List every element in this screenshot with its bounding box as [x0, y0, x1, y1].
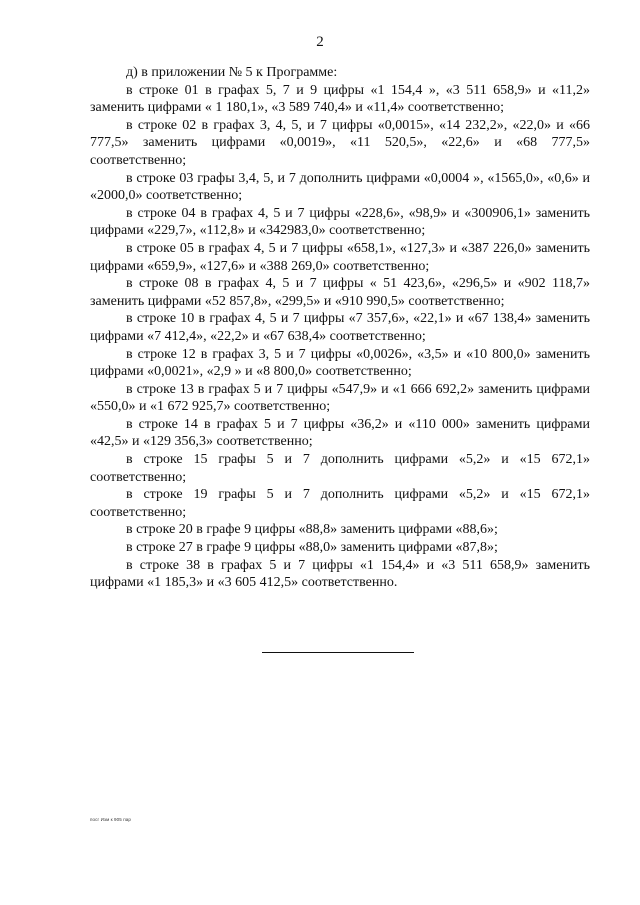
- section-heading: д) в приложении № 5 к Программе:: [126, 65, 338, 80]
- amendment-row-12: в строке 12 в графах 3, 5 и 7 цифры «0,0026», «3,5» и «10 800,0» заменить цифрами «0,0021», «2,9 » и «8 800,0» соответственно;: [90, 346, 590, 380]
- amendment-row-03: в строке 03 графы 3,4, 5, и 7 дополнить цифрами «0,0004 », «1565,0», «0,6» и «2000,0» соответственно;: [90, 170, 590, 204]
- footer-note: посг Изм к 905 пар: [90, 817, 131, 822]
- amendment-row-14: в строке 14 в графах 5 и 7 цифры «36,2» и «110 000» заменить цифрами «42,5» и «129 356,3» соответственно;: [90, 416, 590, 450]
- amendment-row-04: в строке 04 в графах 4, 5 и 7 цифры «228,6», «98,9» и «300906,1» заменить цифрами «229,7», «112,8» и «342983,0» соответственно;: [90, 205, 590, 239]
- amendment-row-01: в строке 01 в графах 5, 7 и 9 цифры «1 154,4 », «3 511 658,9» и «11,2» заменить цифрами « 1 180,1», «3 589 740,4» и «11,4» соответственно;: [90, 82, 590, 116]
- amendment-row-27: в строке 27 в графе 9 цифры «88,0» заменить цифрами «87,8»;: [126, 540, 498, 556]
- amendment-row-13: в строке 13 в графах 5 и 7 цифры «547,9» и «1 666 692,2» заменить цифрами «550,0» и «1 672 925,7» соответственно;: [90, 381, 590, 415]
- amendment-row-08: в строке 08 в графах 4, 5 и 7 цифры « 51 423,6», «296,5» и «902 118,7» заменить цифрами «52 857,8», «299,5» и «910 990,5» соответственно;: [90, 276, 590, 309]
- amendment-row-05: в строке 05 в графах 4, 5 и 7 цифры «658,1», «127,3» и «387 226,0» заменить цифрами «659,9», «127,6» и «388 269,0» соответственно;: [90, 240, 590, 274]
- amendment-row-02: в строке 02 в графах 3, 4, 5, и 7 цифры «0,0015», «14 232,2», «22,0» и «66 777,5» заменить цифрами «0,0019», «11 520,5», «22,6» и «68 777,5» соответственно;: [90, 117, 590, 168]
- amendment-row-20: в строке 20 в графе 9 цифры «88,8» заменить цифрами «88,6»;: [126, 522, 498, 538]
- amendment-row-10: в строке 10 в графах 4, 5 и 7 цифры «7 357,6», «22,1» и «67 138,4» заменить цифрами «7 412,4», «22,2» и «67 638,4» соответственно;: [90, 311, 590, 344]
- amendment-row-38: в строке 38 в графах 5 и 7 цифры «1 154,4» и «3 511 658,9» заменить цифрами «1 185,3» и «3 605 412,5» соответственно.: [90, 557, 590, 591]
- end-divider: [262, 652, 414, 653]
- document-body: [90, 64, 590, 592]
- page-number: 2: [316, 34, 324, 50]
- amendment-row-19: в строке 19 графы 5 и 7 дополнить цифрами «5,2» и «15 672,1» соответственно;: [90, 487, 590, 520]
- amendment-row-15: в строке 15 графы 5 и 7 дополнить цифрами «5,2» и «15 672,1» соответственно;: [90, 452, 590, 485]
